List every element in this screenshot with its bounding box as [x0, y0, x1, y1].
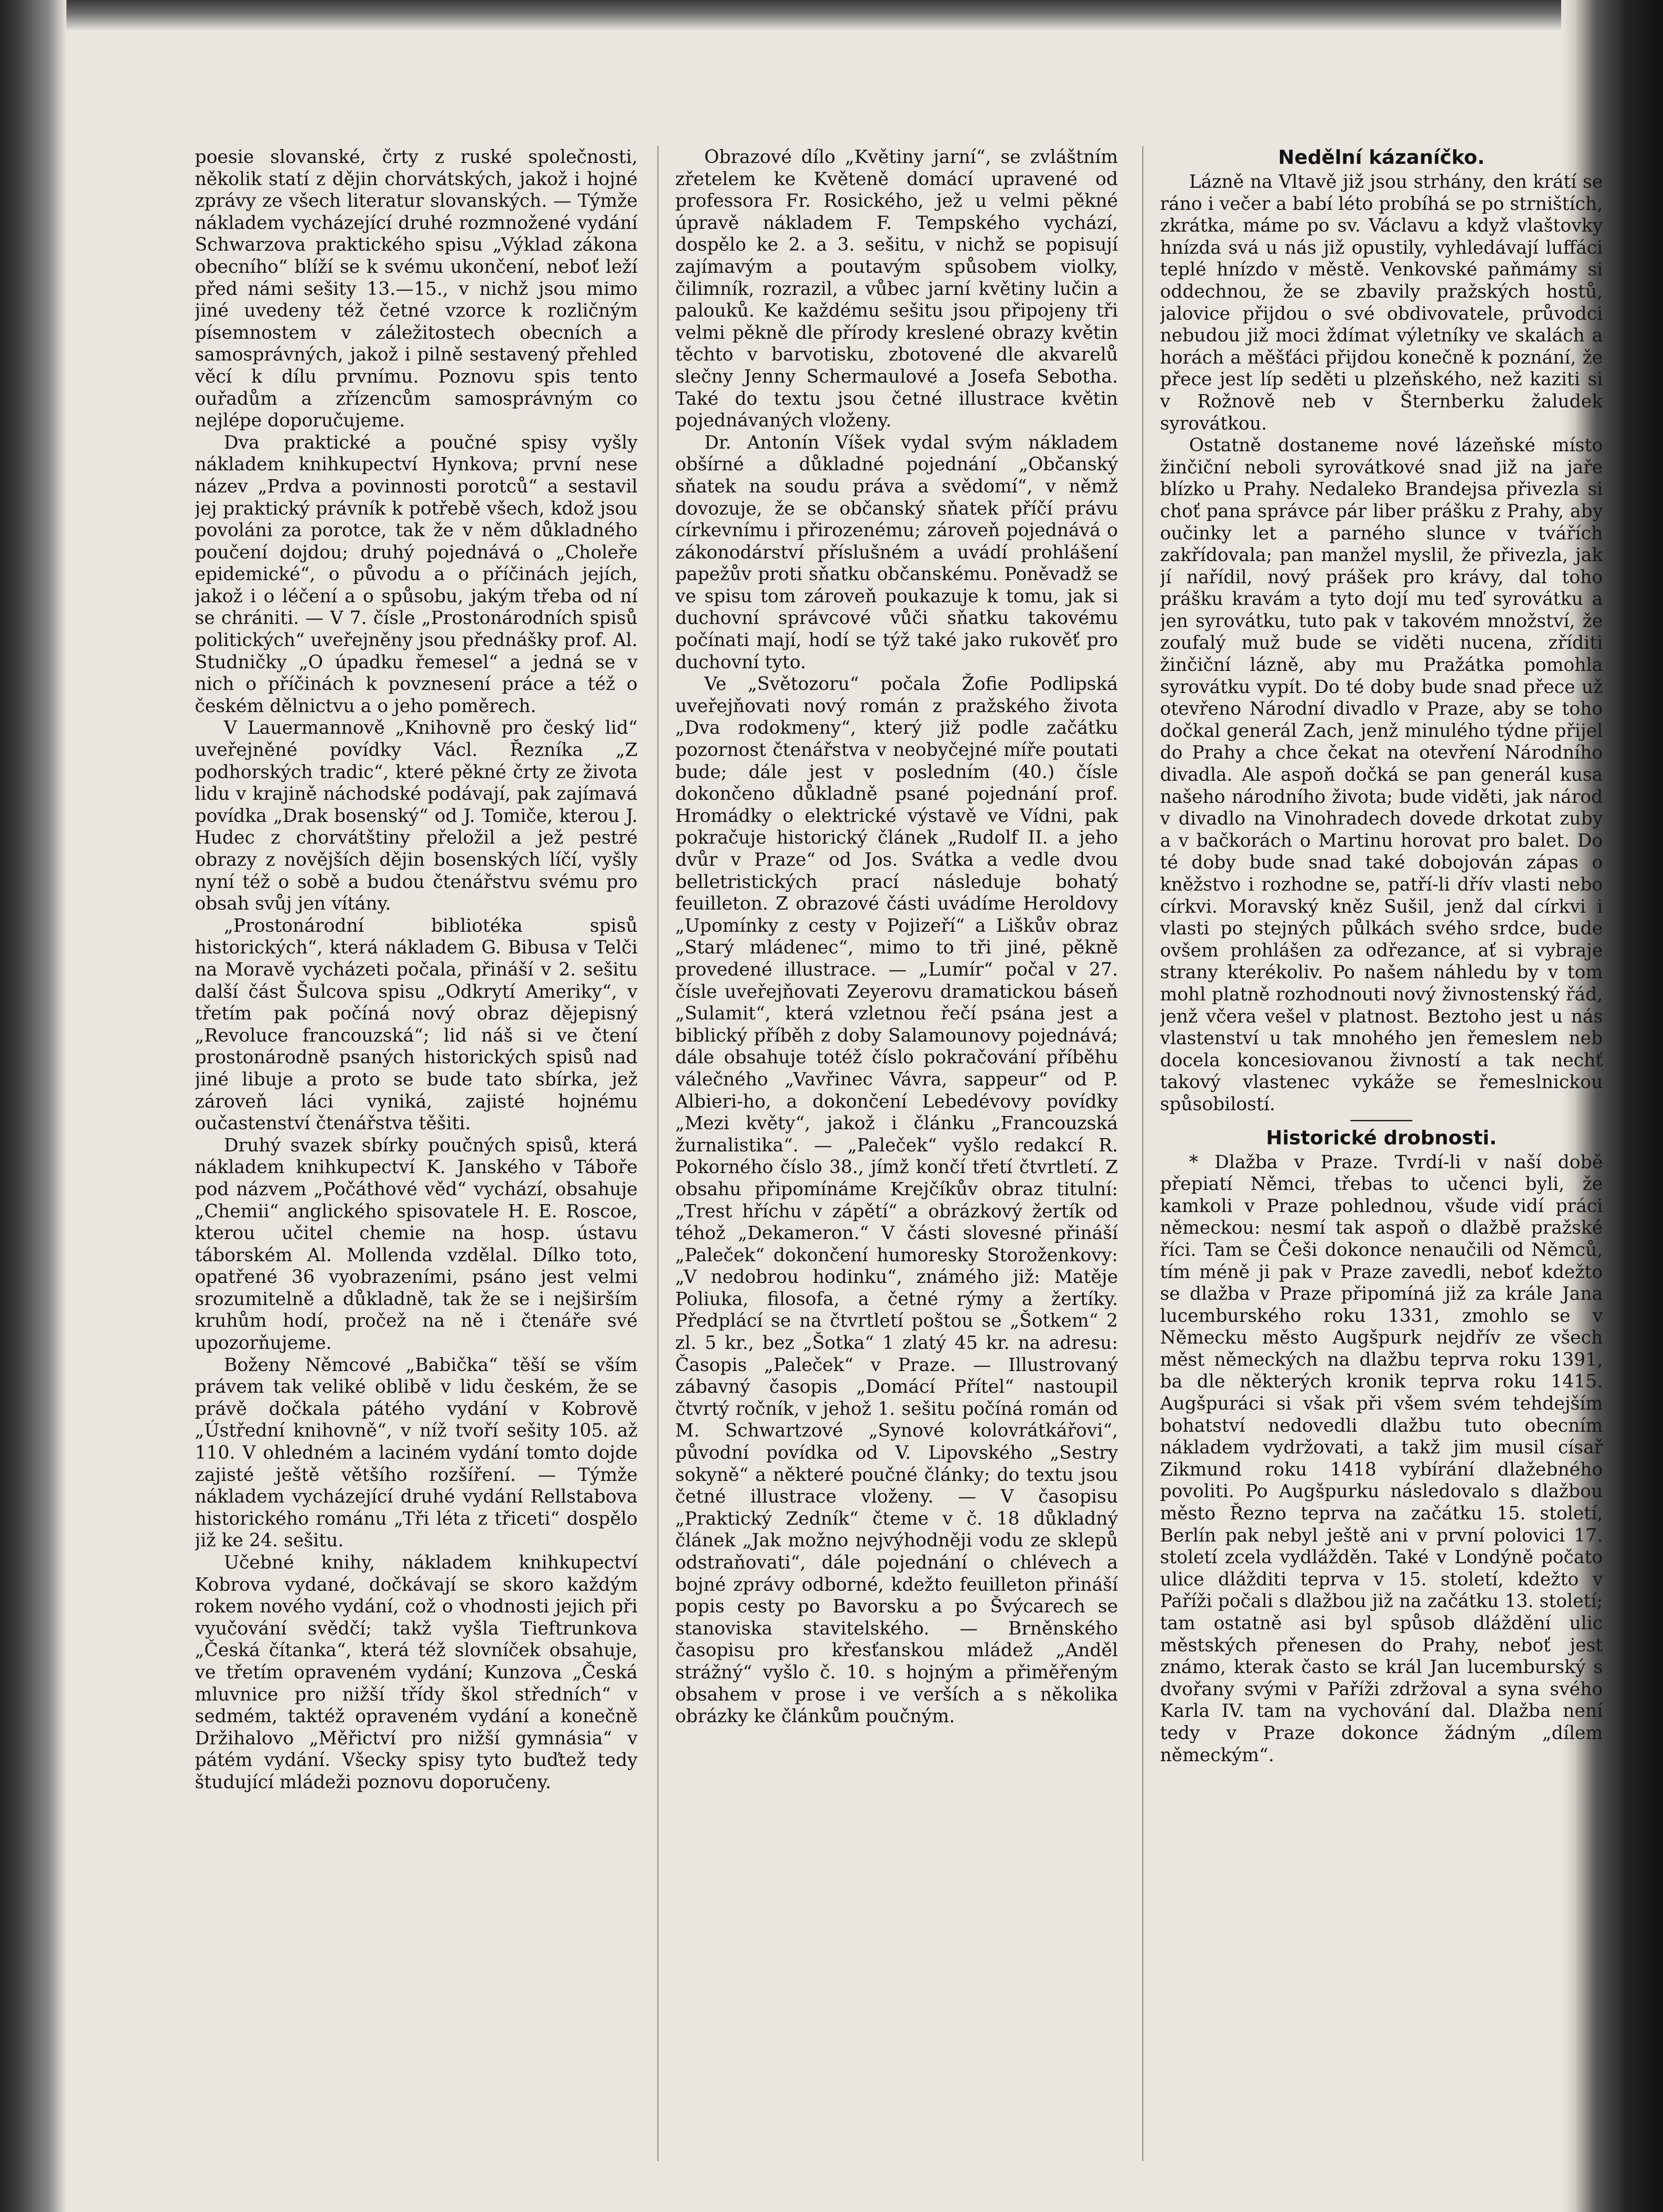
paragraph: Lázně na Vltavě již jsou strhány, den krátí se ráno i večer a babí léto probíhá se po strništích, zkrátka, máme po sv. Václavu a když vlaštovky hnízda svá u nás již opustily, vyhledávají luffáci teplé hnízdo v městě. Venkovské paňmámy si oddechnou, že se zbavily pražských hostů, jalovice přijdou o své obdivovatele, průvodci nebudou již moci ždímat výletníky ve skalách a horách a měšťáci přijdou konečně k poznání, že přece jest líp seděti u plzeňského, než kaziti si v Rožnově neb v Šternberku žaludek syrovátkou.	[1160, 171, 1603, 434]
column-2	[675, 146, 1118, 2161]
section-heading-nedelni-kazanicko: Nedělní kázaníčko.	[1278, 146, 1485, 169]
paragraph: Obrazové dílo „Květiny jarní“, se zvláštním zřetelem ke Květeně domácí upravené od professora Fr. Rosického, jež u velmi pěkné úpravě nákladem F. Tempského vychází, dospělo ke 2. a 3. sešitu, v nichž se popisují zajímavým a poutavým spůsobem violky, čilimník, rozrazil, a vůbec jarní květiny lučin a palouků. Ke každému sešitu jsou připojeny tři velmi pěkně dle přírody kreslené obrazy květin těchto v barvotisku, zbotovené dle akvarelů slečny Jenny Schermaulové a Josefa Sebotha. Také do textu jsou četné illustrace květin pojednávaných vloženy.	[675, 146, 1118, 431]
scan-edge-left	[0, 0, 66, 2212]
paragraph: Učebné knihy, nákladem knihkupectví Kobrova vydané, dočkávají se skoro každým rokem nového vydání, což o vhodnosti jejich při vyučování svědčí; takž vyšla Tieftrunkova „Česká čítanka“, která též slovníček obsahuje, ve třetím opraveném vydání; Kunzova „Česká mluvnice pro nižší třídy škol středních“ v sedmém, taktéž opraveném vydání a konečně Držihalovo „Měřictví pro nižší gymnásia“ v pátém vydání. Všecky spisy tyto buďtež tedy študující mládeži poznovu doporučeny.	[195, 1552, 638, 1793]
paragraph: Ostatně dostaneme nové lázeňské místo žinčiční neboli syrovátkové snad již na jaře blízko u Prahy. Nedaleko Brandejsa přivezla si choť pana správce pár liber prášku z Prahy, aby oučinky let a parného slunce v tvářích zakřídovala; pan manžel myslil, že přivezla, jak jí nařídil, nový prášek pro krávy, dal toho prášku kravám a tyto dojí mu teď syrovátku a jen syrovátku, tuto pak v takovém množství, že zoufalý muž bude se viděti nucena, zříditi žinčiční lázně, aby mu Pražátka pomohla syrovátku vypít. Do té doby bude snad přece už otevřeno Národní divadlo v Praze, aby se toho dočkal generál Zach, jenž minulého týdne přijel do Prahy a chce čekat na otevření Národního divadla. Ale aspoň dočká se pan generál kusa našeho národního života; bude viděti, jak národ v divadlo na Vinohradech dovede drkotat zuby a v bačkorách o Martinu horovat pro balet. Do té doby bude snad také dobojován zápas o kněžstvo i rozhodne se, patří-li dřív vlasti nebo církvi. Moravský kněz Sušil, jenž dal církvi i vlasti po stejných půlkách svého srdce, bude ovšem prohlášen za odřezance, ať si vybraje strany kterékoliv. Po našem náhledu by v tom mohl platně rozhodnouti nový živnostenský řád, jenž včera vešel v platnost. Beztoho jest u nás vlastenství u tak mnohého jen řemeslem neb docela koncesiovanou živností a tak nechť takový vlastenec vykáže se řemeslnickou spůsobilostí.	[1160, 434, 1603, 1115]
paragraph: Druhý svazek sbírky poučných spisů, která nákladem knihkupectví K. Janského v Táboře pod názvem „Počáthové věd“ vychází, obsahuje „Chemii“ anglického spisovatele H. E. Roscoe, kterou učitel chemie na hosp. ústavu táborském Al. Mollenda vzdělal. Dílko toto, opatřené 36 vyobrazeními, psáno jest velmi srozumitelně a důkladně, tak že se i nejširším kruhům hodí, pročež na ně i čtenáře své upozorňujeme.	[195, 1134, 638, 1354]
paragraph: poesie slovanské, črty z ruské společnosti, několik statí z dějin chorvátských, jakož i hojné zprávy ze všech literatur slovanských. — Týmže nákladem vycházející druhé rozmnožené vydání Schwarzova praktického spisu „Výklad zákona obecního“ blíží se k svému ukončení, neboť leží před námi sešity 13.—15., v nichž jsou mimo jiné uvedeny též četné vzorce k rozličným písemnostem v záležitostech obecních a samosprávných, jakož i pilně sestavený přehled věcí k dílu prvnímu. Poznovu spis tento ouřadům a zřízencům samosprávným co nejlépe doporučujeme.	[195, 146, 638, 431]
scan-edge-top	[0, 0, 1663, 31]
section-heading-historicke-drobnosti: Historické drobnosti.	[1266, 1126, 1497, 1149]
paragraph: Ve „Světozoru“ počala Žofie Podlipská uveřejňovati nový román z pražského života „Dva rodokmeny“, který již podle začátku pozornost čtenářstva v neobyčejné míře poutati bude; dále jest v posledním (40.) čísle dokončeno důkladně psané pojednání prof. Hromádky o elektrické výstavě ve Vídni, pak pokračuje historický článek „Rudolf II. a jeho dvůr v Praze“ od Jos. Svátka a vedle dvou belletristických prací následuje bohatý feuilleton. Z obrazové části uvádíme Heroldovy „Upomínky z cesty v Pojizeří“ a Liškův obraz „Starý mládenec“, mimo to tři jiné, pěkně provedené illustrace. — „Lumír“ počal v 27. čísle uveřejňovati Zeyerovu dramatickou báseň „Sulamit“, která vzletnou řečí psána jest a biblický příběh z doby Salamounovy pojednává; dále obsahuje totéž číslo pokračování příběhu válečného „Vavřinec Vávra, sappeur“ od P. Albieri-ho, a dokončení Lebedévovy povídky „Mezi květy“, jakož i článku „Francouzská žurnalistika“. — „Paleček“ vyšlo redakcí R. Pokorného číslo 38., jímž končí třetí čtvrtletí. Z obsahu připomínáme Krejčíkův obraz titulní: „Trest hříchu v zápětí“ a obrázkový žertík od téhož „Dekameron.“ V části slovesné přináší „Paleček“ dokončení humoresky Storoženkovy: „V nedobrou hodinku“, známého již: Matěje Poliuka, filosofa, a četné rýmy a žertíky. Předplácí se na čtvrtletí poštou se „Šotkem“ 2 zl. 5 kr., bez „Šotka“ 1 zlatý 45 kr. na adresu: Časopis „Paleček“ v Praze. — Illustrovaný zábavný časopis „Domácí Přítel“ nastoupil čtvrtý ročník, v jehož 1. sešitu počíná román od M. Schwartzové „Synové kolovrátkářovi“, původní povídka od V. Lipovského „Sestry sokyně“ a některé poučné články; do textu jsou četné illustrace vloženy. — V časopisu „Praktický Zedník“ čteme v č. 18 důkladný článek „Jak možno nejvýhodněji vodu ze sklepů odstraňovati“, dále pojednání o chlévech a bojné zprávy odborné, kdežto feuilleton přináší popis cesty po Bavorsku a po Švýcarech se stanoviska stavitelského. — Brněnského časopisu pro křesťanskou mládež „Anděl strážný“ vyšlo č. 10. s hojným a přiměřeným obsahem v prose i ve verších a s několika obrázky ke článkům poučným.	[675, 673, 1118, 1727]
paragraph: * Dlažba v Praze. Tvrdí-li v naší době přepiatí Němci, třebas to učenci byli, že kamkoli v Praze pohlednou, všude vidí práci německou: nesmí tak aspoň o dlažbě pražské říci. Tam se Češi dokonce nenaučili od Němců, tím méně ji pak v Praze zavedli, neboť kdežto se dlažba v Praze připomíná již za krále Jana lucemburského roku 1331, zmohlo se v Německu město Augšpurk nejdřív ze všech měst německých na dlažbu teprva roku 1391, ba dle některých kronik teprva roku 1415. Augšpuráci si však při všem svém tehdejším bohatství nedovedli dlažbu tuto obecním nákladem vydržovati, a takž jim musil císař Zikmund roku 1418 vybírání dlažebného povoliti. Po Augšpurku následovalo s dlažbou město Řezno teprva na začátku 15. století, Berlín pak nebyl ještě ani v první polovici 17. století zcela vydlážděn. Také v Londýně počato ulice dlážditi teprva v 15. století, kdežto v Paříži počali s dlažbou již na začátku 13. století; tam ostatně asi byl spůsob dláždění ulic městských přenesen do Prahy, neboť jest známo, kterak často se král Jan lucemburský s dvořany svými v Paříži zdržoval a syna svého Karla IV. tam na vychování dal. Dlažba není tedy v Praze dokonce žádným „dílem německým“.	[1160, 1151, 1603, 1766]
newspaper-page	[195, 146, 1603, 2161]
paragraph: Dva praktické a poučné spisy vyšly nákladem knihkupectví Hynkova; první nese název „Prdva a povinnosti porotců“ a sestavil jej praktický právník k potřebě všech, kdož jsou povoláni za porotce, tak že v něm důkladného poučení dojdou; druhý pojednává o „Choleře epidemické“, o původu a o příčinách jejích, jakož i o léčení a o spůsobu, jakým třeba od ní se chrániti. — V 7. čísle „Prostonárodních spisů politických“ uveřejněny jsou přednášky prof. Al. Studničky „O úpadku řemesel“ a jedná se v nich o příčinách k povznesení práce a též o českém dělnictvu a o jeho poměrech.	[195, 431, 638, 717]
column-3	[1160, 146, 1603, 2161]
column-rule-2	[1142, 146, 1143, 2161]
paragraph: V Lauermannově „Knihovně pro český lid“ uveřejněné povídky Václ. Řezníka „Z podhorských tradic“, které pěkné črty ze života lidu v krajině náchodské podávají, pak zajímavá povídka „Drak bosenský“ od J. Tomiče, kterou J. Hudec z chorvátštiny přeložil a jež pestré obrazy z novějších dějin bosenských líčí, vyšly nyní též o sobě a budou čtenářstvu svému pro obsah svůj jen vítány.	[195, 717, 638, 914]
column-1	[195, 146, 638, 2161]
paragraph: Boženy Němcové „Babička“ těší se vším právem tak veliké oblibě v lidu českém, že se právě dočkala pátého vydání v Kobrově „Ústřední knihovně“, v níž tvoří sešity 105. až 110. V ohledném a laciném vydání tomto dojde zajisté ještě většího rozšíření. — Týmže nákladem vycházející druhé vydání Rellstabova historického románu „Tři léta z třiceti“ dospělo již ke 24. sešitu.	[195, 1354, 638, 1551]
section-separator	[1350, 1120, 1412, 1121]
paragraph: „Prostonárodní bibliotéka spisů historických“, která nákladem G. Bibusa v Telči na Moravě vycházeti počala, přináší v 2. sešitu další část Šulcova spisu „Odkrytí Ameriky“, v třetím pak počíná nový obraz dějepisný „Revoluce francouzská“; lid náš si ve čtení prostonárodně psaných historických spisů nad jiné libuje a proto se bude tato sbírka, jež zároveň láci vyniká, zajisté hojnému oučastenství čtenářstva těšiti.	[195, 914, 638, 1134]
column-rule-1	[657, 146, 658, 2161]
paragraph: Dr. Antonín Víšek vydal svým nákladem obšírné a důkladné pojednání „Občanský sňatek na soudu práva a svědomí“, v němž dovozuje, že se občanský sňatek příčí právu církevnímu i přirozenému; zároveň pojednává o zákonodárství příslušném a uvádí prohlášení papežův proti sňatku občanskému. Poněvadž se ve spisu tom zároveň poukazuje k tomu, jak si duchovní správcové vůči sňatku takovému počínati mají, hodí se týž také jako rukověť pro duchovní tyto.	[675, 431, 1118, 673]
